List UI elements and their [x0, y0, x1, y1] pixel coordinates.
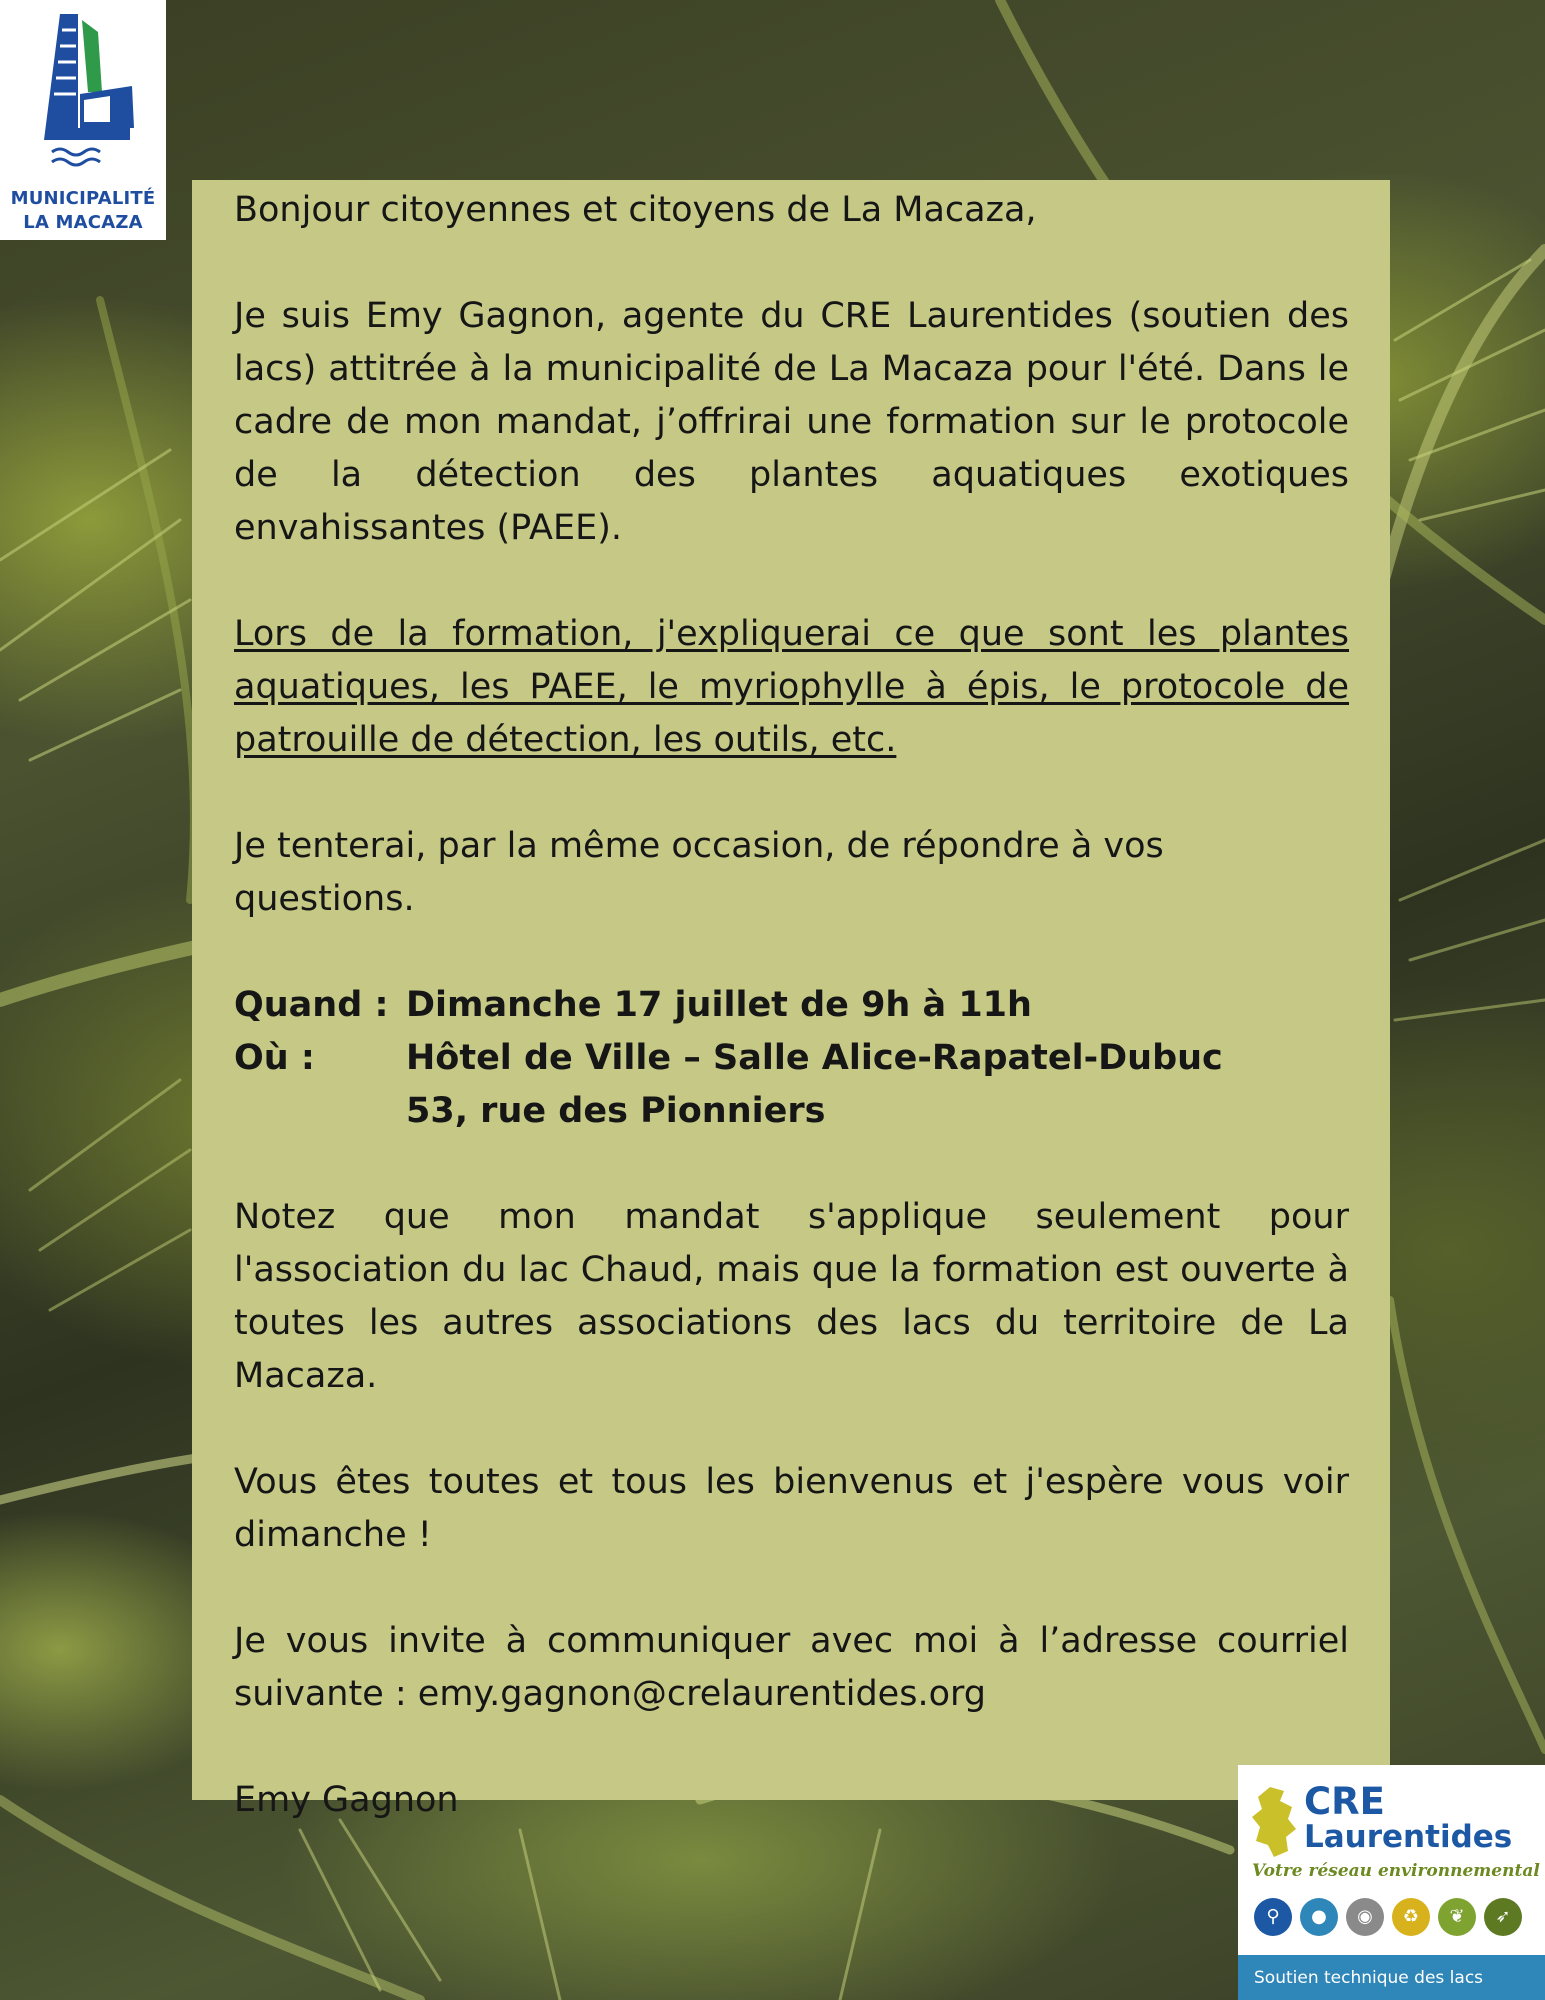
training-topics-paragraph: Lors de la formation, j'expliquerai ce que sont les plantes aquatiques, les PAEE, le myriophylle à épis, le protocole de patrouille de détection, les outils, etc.	[234, 614, 1349, 760]
where-value: Hôtel de Ville – Salle Alice-Rapatel-Dubuc	[406, 1038, 1223, 1078]
cre-laurentides-logo	[1238, 1765, 1545, 2000]
cre-title: CRE	[1304, 1780, 1385, 1823]
note-paragraph: Notez que mon mandat s'applique seulement pour l'association du lac Chaud, mais que la formation est ouverte à toutes les autres associations des lacs du territoire de La Macaza.	[234, 1197, 1349, 1396]
municipality-name-line2: LA MACAZA	[23, 212, 143, 233]
municipality-name-line1: MUNICIPALITÉ	[10, 188, 156, 209]
questions-paragraph: Je tenterai, par la même occasion, de répondre à vos questions.	[234, 826, 1164, 919]
bird-icon: ➶	[1484, 1898, 1522, 1936]
water-drop-icon: ●	[1300, 1898, 1338, 1936]
leaf-icon: ❦	[1438, 1898, 1476, 1936]
when-label: Quand :	[234, 985, 389, 1025]
recycle-bin-icon: ♻	[1392, 1898, 1430, 1936]
when-value: Dimanche 17 juillet de 9h à 11h	[406, 985, 1032, 1025]
where-label: Où :	[234, 1038, 315, 1078]
cre-icon-row	[1254, 1898, 1522, 1936]
where-address: 53, rue des Pionniers	[406, 1091, 826, 1131]
letter-body	[234, 184, 1349, 1827]
contact-paragraph: Je vous invite à communiquer avec moi à l’adresse courriel suivante : emy.gagnon@crelaurentides.org	[234, 1621, 1349, 1714]
intro-paragraph: Je suis Emy Gagnon, agente du CRE Laurentides (soutien des lacs) attitrée à la municipalité de La Macaza pour l'été. Dans le cadre de mon mandat, j’offrirai une formation sur le protocole de la détection des plantes aquatiques exotiques envahissantes (PAEE).	[234, 296, 1349, 548]
municipality-emblem-icon	[22, 10, 144, 175]
laurentides-region-map-icon	[1250, 1785, 1300, 1859]
event-details	[234, 979, 1349, 1138]
cre-band-text: Soutien technique des lacs	[1254, 1967, 1484, 1988]
welcome-paragraph: Vous êtes toutes et tous les bienvenus et j'espère vous voir dimanche !	[234, 1462, 1349, 1555]
signature: Emy Gagnon	[234, 1780, 459, 1820]
cre-tagline: Votre réseau environnemental	[1252, 1861, 1540, 1881]
address-spacer	[234, 1085, 406, 1138]
greeting: Bonjour citoyennes et citoyens de La Macaza,	[234, 190, 1037, 230]
cre-band	[1238, 1955, 1545, 2000]
municipality-logo	[0, 0, 166, 240]
cre-subtitle: Laurentides	[1304, 1819, 1513, 1855]
globe-icon: ◉	[1346, 1898, 1384, 1936]
bicycle-icon: ⚲	[1254, 1898, 1292, 1936]
